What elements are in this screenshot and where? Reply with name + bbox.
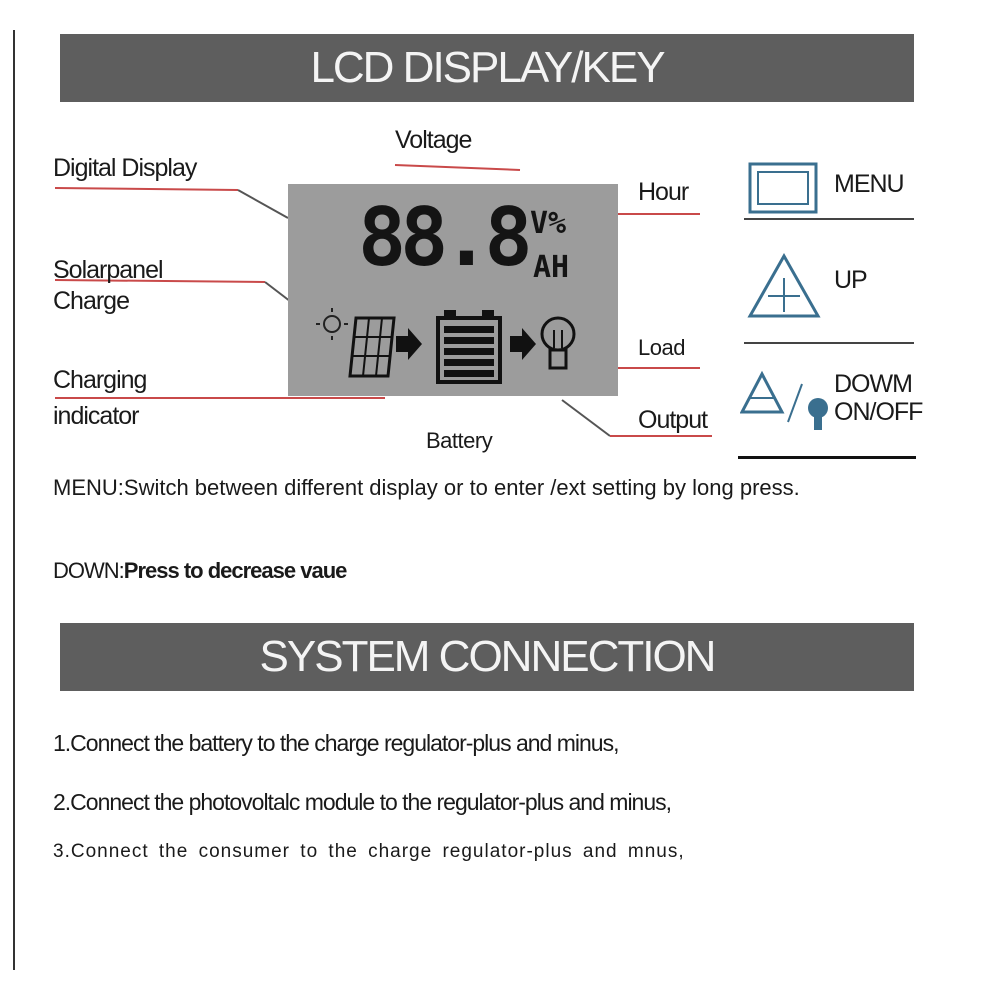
menu-description-prefix: MENU:	[53, 475, 124, 500]
label-output: Output	[638, 406, 708, 434]
menu-description-text: Switch between different display or to enter /ext setting by long press.	[123, 475, 800, 500]
arrow-right-icon	[396, 328, 422, 360]
section-title-lcd: LCD DISPLAY/KEY	[60, 34, 914, 102]
menu-description	[53, 475, 800, 501]
down-description-text: Press to decrease vaue	[123, 558, 347, 583]
voltage-pointer	[395, 165, 520, 170]
label-solarpanel: Solarpanel	[53, 256, 163, 284]
key-label-menu: MENU	[834, 170, 904, 198]
connection-step-3: 3.Connect the consumer to the charge regulator-plus and mnus,	[53, 841, 685, 862]
solar-panel-icon	[350, 318, 394, 376]
lcd-panel	[288, 184, 618, 396]
connection-step-2: 2.Connect the photovoltalc module to the regulator-plus and minus,	[53, 789, 672, 815]
down-key-icon	[742, 374, 802, 422]
battery-icon	[438, 310, 500, 382]
lcd-icons	[288, 184, 618, 396]
label-charge: Charge	[53, 287, 129, 315]
arrow-right-icon-2	[510, 328, 536, 360]
onoff-key-icon	[808, 398, 828, 430]
down-key-underline	[738, 456, 916, 459]
lcd-digits: 88.8	[358, 191, 527, 284]
label-voltage: Voltage	[395, 126, 472, 154]
down-description-prefix: DOWN:	[53, 558, 124, 583]
sun-icon	[316, 308, 348, 340]
label-charging: Charging	[53, 366, 147, 394]
bulb-icon	[542, 318, 574, 368]
digital-display-pointer-d	[238, 190, 288, 218]
menu-key-underline	[744, 218, 914, 220]
label-battery: Battery	[426, 428, 493, 453]
connection-step-1: 1.Connect the battery to the charge regulator-plus and minus,	[53, 730, 619, 756]
up-key-icon	[750, 256, 818, 316]
menu-key-icon	[750, 164, 816, 212]
up-key-underline	[744, 342, 914, 344]
lcd-unit-bottom: AH	[533, 250, 570, 285]
key-label-onoff: ON/OFF	[834, 398, 923, 426]
key-label-down: DOWM	[834, 370, 912, 398]
key-label-up: UP	[834, 266, 867, 294]
digital-display-pointer-h	[55, 188, 238, 190]
label-hour: Hour	[638, 178, 689, 206]
down-description	[53, 558, 346, 584]
lcd-unit-top: V%	[530, 206, 567, 241]
label-digital-display: Digital Display	[53, 154, 197, 182]
label-indicator: indicator	[53, 402, 139, 430]
output-pointer-d	[562, 400, 610, 436]
section-title-system-connection: SYSTEM CONNECTION	[60, 623, 914, 691]
label-load: Load	[638, 335, 685, 360]
